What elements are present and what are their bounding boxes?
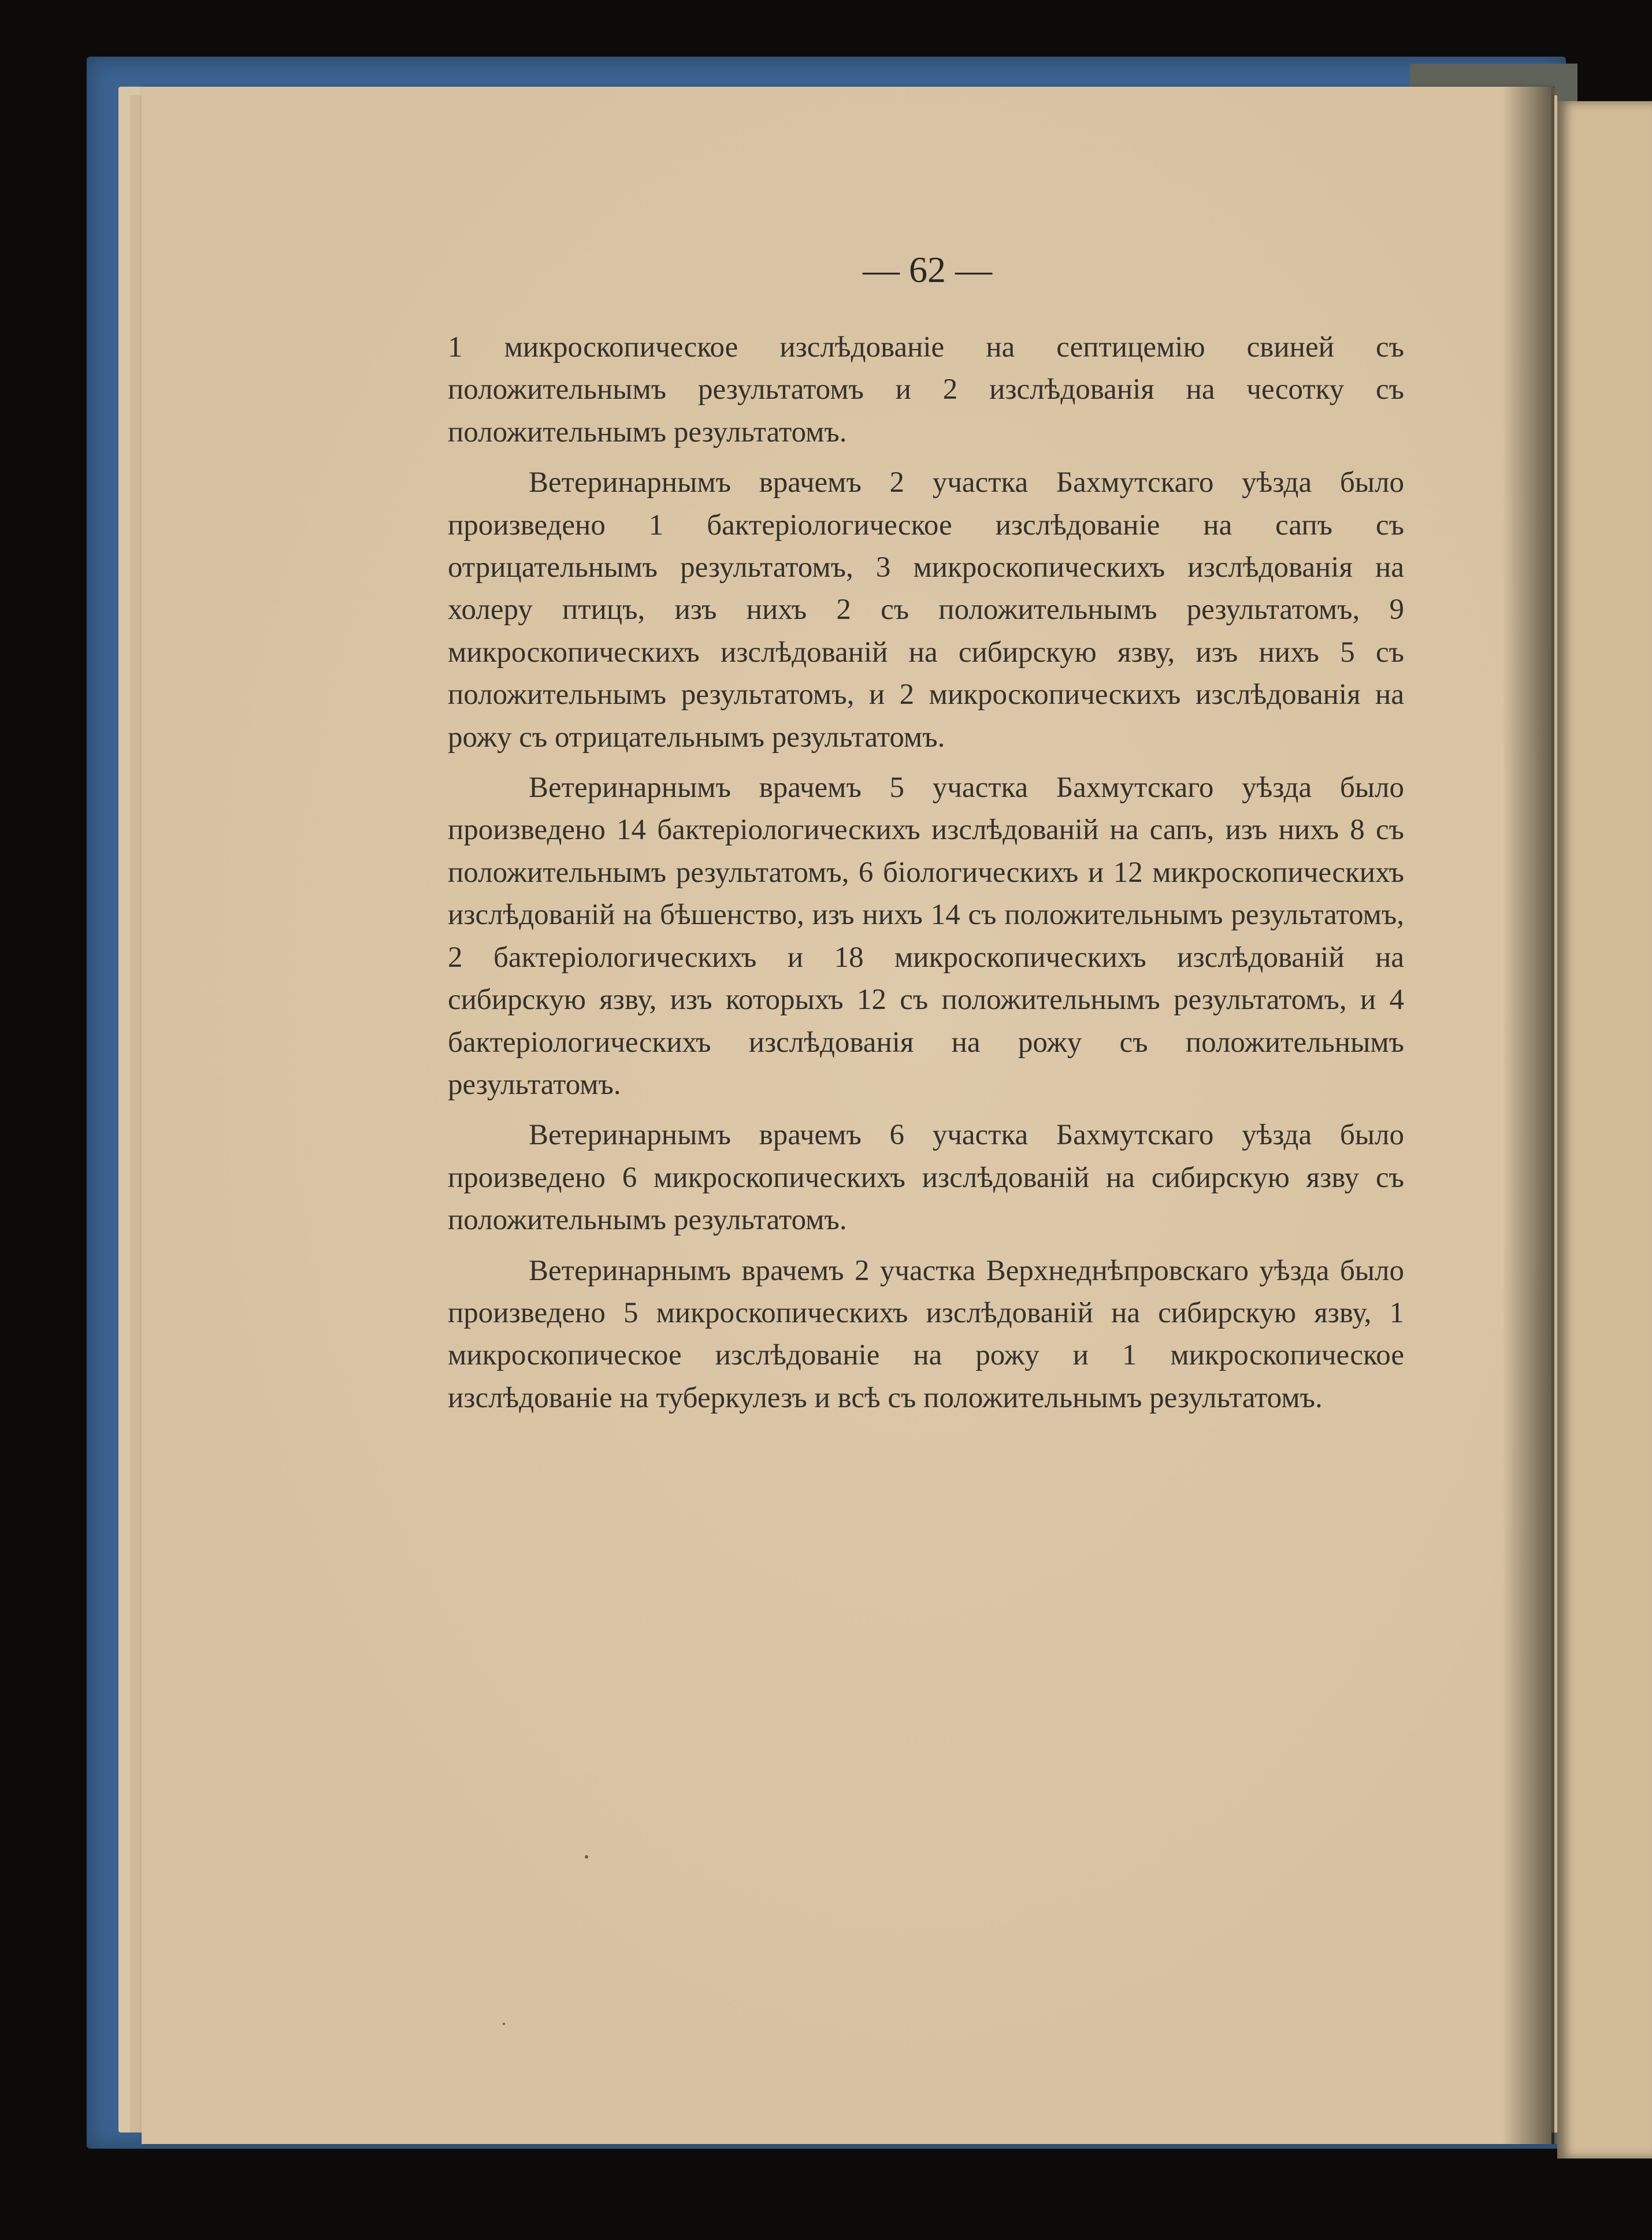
page-number: — 62 — [863, 249, 992, 290]
paragraph-1: 1 микроскопическое изслѣдованіе на септицемію свиней съ положительнымъ результатомъ и 2 изслѣдованія на чесотку съ положительнымъ результатомъ. [448, 331, 1404, 448]
paper-speck [585, 1855, 588, 1859]
facing-page-edge [1557, 101, 1652, 2159]
paper-speck [503, 2023, 505, 2025]
page-gutter-shadow [1502, 87, 1554, 2144]
paragraph-2: Ветеринарнымъ врачемъ 2 участка Бахмутскаго уѣзда было произведено 1 бактеріологическое изслѣдованіе на сапъ съ отрицательнымъ результатомъ, 3 микроскопическихъ изслѣдованія на холеру птицъ, изъ нихъ 2 съ положительнымъ результатомъ, 9 микроскопическихъ изслѣдованій на сибирскую язву, изъ нихъ 5 съ положительнымъ результатомъ, и 2 микроскопическихъ изслѣдованія на рожу съ отрицательнымъ результатомъ. [448, 466, 1404, 754]
paragraph-4: Ветеринарнымъ врачемъ 6 участка Бахмутскаго уѣзда было произведено 6 микроскопическихъ изслѣдованій на сибирскую язву съ положительнымъ результатомъ. [448, 1119, 1404, 1237]
paragraph-3: Ветеринарнымъ врачемъ 5 участка Бахмутскаго уѣзда было произведено 14 бактеріологическихъ изслѣдованій на сапъ, изъ нихъ 8 съ положительнымъ результатомъ, 6 біологическихъ и 12 микроскопическихъ изслѣдованій на бѣшенство, изъ нихъ 14 съ положительнымъ результатомъ, 2 бактеріологическихъ и 18 микроскопическихъ изслѣдованій на сибирскую язву, изъ которыхъ 12 съ положительнымъ результатомъ, и 4 бактеріологическихъ изслѣдованія на рожу съ положительнымъ результатомъ. [448, 772, 1404, 1101]
paragraph-5: Ветеринарнымъ врачемъ 2 участка Верхнеднѣпровскаго уѣзда было произведено 5 микроскопическихъ изслѣдованій на сибирскую язву, 1 микроскопическое изслѣдованіе на рожу и 1 микроскопическое изслѣдованіе на туберкулезъ и всѣ съ положительнымъ результатомъ. [448, 1254, 1404, 1414]
page-body-text [448, 327, 1404, 1419]
